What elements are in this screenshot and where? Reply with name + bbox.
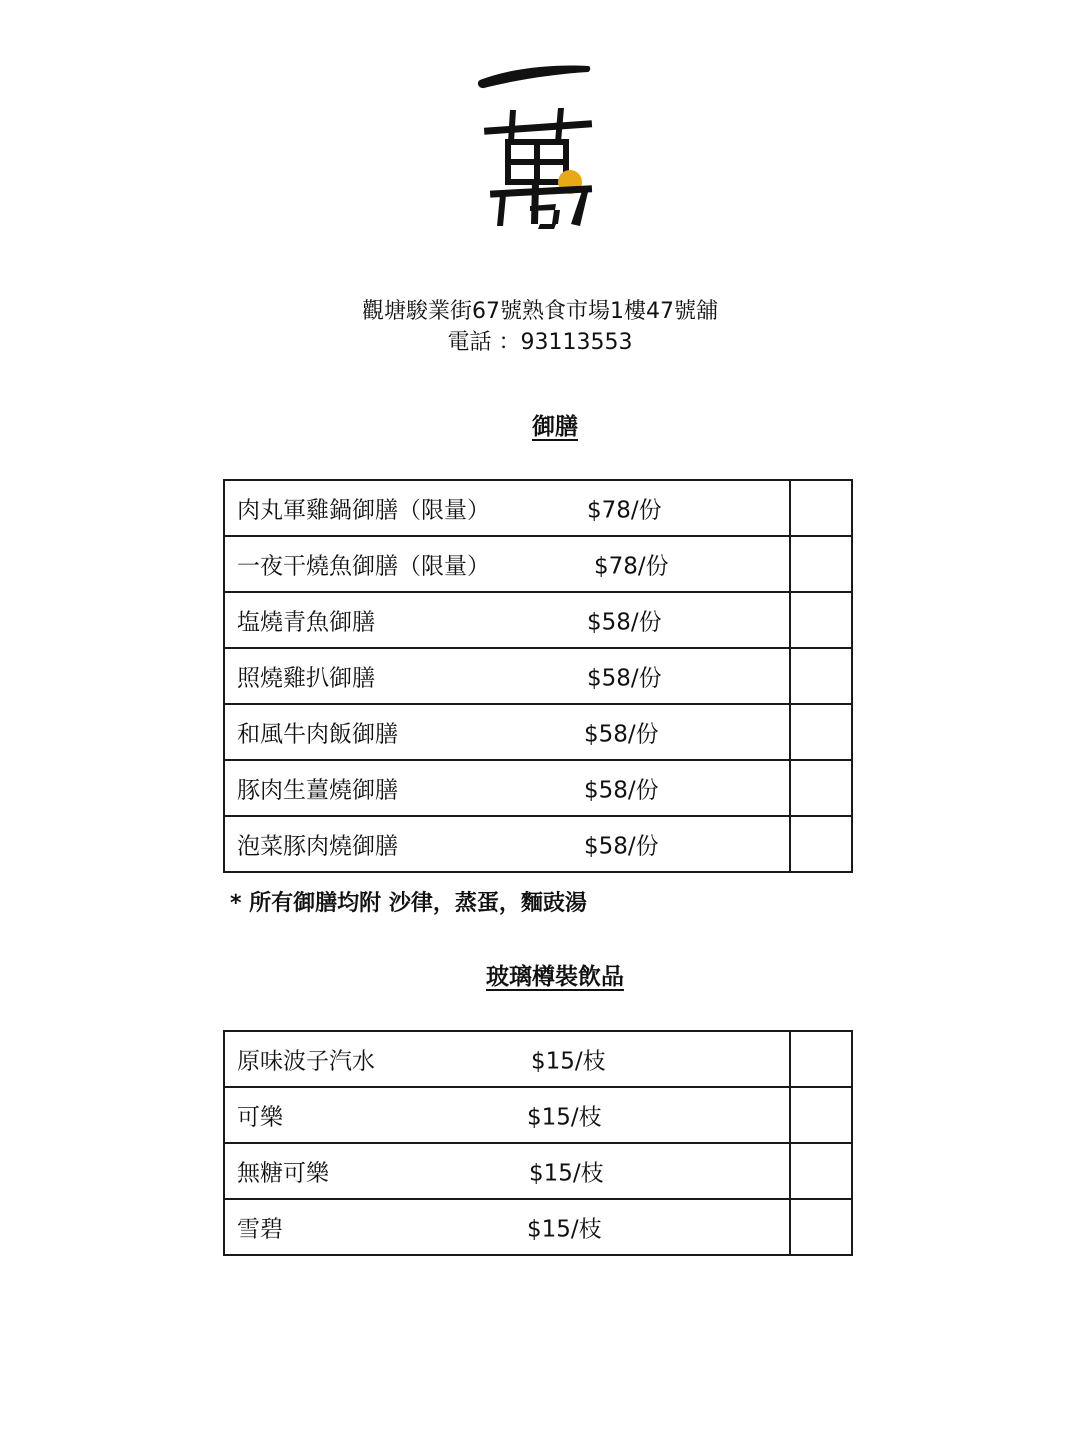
table-row [224, 760, 852, 816]
order-check-box[interactable] [790, 480, 852, 536]
item-name: 泡菜豚肉燒御膳 [237, 833, 398, 860]
table-row [224, 816, 852, 872]
order-check-box[interactable] [790, 1031, 852, 1087]
order-check-box[interactable] [790, 648, 852, 704]
table-row [224, 480, 852, 536]
order-check-box[interactable] [790, 704, 852, 760]
item-price: $78/份 [594, 553, 669, 580]
item-price: $58/份 [584, 777, 659, 804]
address-line: 觀塘駿業街67號熟食市場1樓47號舖 [362, 299, 718, 324]
item-price: $15/枝 [527, 1216, 602, 1243]
item-name: 無糖可樂 [237, 1160, 329, 1187]
section-title-meals: 御膳 [532, 414, 578, 440]
table-row [224, 592, 852, 648]
table-row [224, 648, 852, 704]
item-name: 肉丸軍雞鍋御膳（限量） [237, 497, 490, 524]
drink-menu-table [223, 1030, 853, 1256]
item-name: 照燒雞扒御膳 [237, 665, 375, 692]
item-price: $15/枝 [527, 1104, 602, 1131]
item-name: 雪碧 [237, 1216, 283, 1243]
item-name: 和風牛肉飯御膳 [237, 721, 398, 748]
table-row [224, 704, 852, 760]
order-check-box[interactable] [790, 760, 852, 816]
item-name: 可樂 [237, 1104, 283, 1131]
phone-line: 電話 ：93113553 [447, 330, 633, 355]
table-row [224, 1087, 852, 1143]
order-check-box[interactable] [790, 536, 852, 592]
item-price: $15/枝 [531, 1048, 606, 1075]
order-check-box[interactable] [790, 1087, 852, 1143]
table-row [224, 536, 852, 592]
restaurant-logo [470, 58, 610, 238]
table-row [224, 1199, 852, 1255]
order-check-box[interactable] [790, 592, 852, 648]
order-check-box[interactable] [790, 1143, 852, 1199]
item-price: $58/份 [584, 833, 659, 860]
order-check-box[interactable] [790, 1199, 852, 1255]
section-title-drinks: 玻璃樽裝飲品 [486, 964, 624, 990]
table-row [224, 1143, 852, 1199]
logo-mark [470, 58, 610, 238]
order-check-box[interactable] [790, 816, 852, 872]
item-price: $58/份 [587, 609, 662, 636]
table-row [224, 1031, 852, 1087]
item-price: $58/份 [587, 665, 662, 692]
item-name: 塩燒青魚御膳 [237, 609, 375, 636]
item-name: 豚肉生薑燒御膳 [237, 777, 398, 804]
item-price: $58/份 [584, 721, 659, 748]
item-price: $78/份 [587, 497, 662, 524]
phone-number: 93113553 [520, 330, 633, 355]
address-block [0, 296, 1080, 358]
meal-menu-table [223, 479, 853, 873]
item-name: 原味波子汽水 [237, 1048, 375, 1075]
item-name: 一夜干燒魚御膳（限量） [237, 553, 490, 580]
meal-note: * 所有御膳均附 沙律，蒸蛋，麵豉湯 [230, 891, 587, 916]
item-price: $15/枝 [529, 1160, 604, 1187]
phone-label: 電話 [447, 330, 492, 355]
